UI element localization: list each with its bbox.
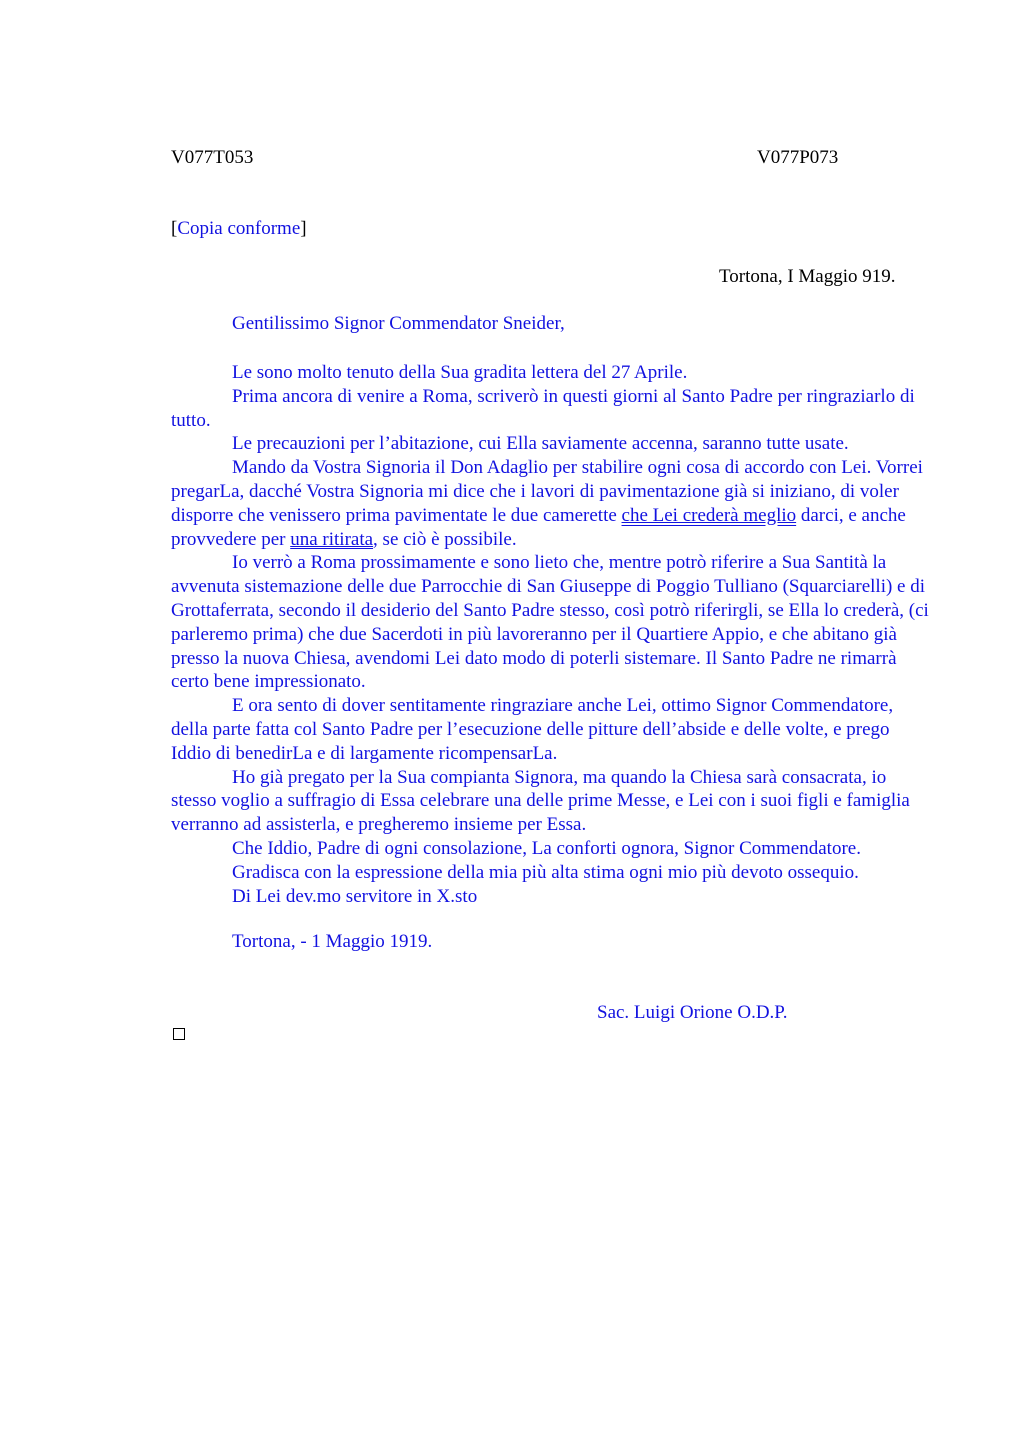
paragraph-2: Prima ancora di venire a Roma, scriverò in questi giorni al Santo Padre per ringraziarlo di tutto. [171,385,915,431]
letter-body [171,361,931,908]
letter-date-header: Tortona, I Maggio 919. [719,266,896,287]
paragraph-9: Gradisca con la espressione della mia più alta stima ogni mio più devoto ossequio. [232,861,859,883]
document-code-left: V077T053 [171,147,254,168]
paragraph-8: Che Iddio, Padre di ogni consolazione, La conforti ognora, Signor Commendatore. [232,837,861,859]
underlined-phrase-1: che Lei crederà meglio [621,504,797,526]
signature: Sac. Luigi Orione O.D.P. [597,1002,788,1023]
paragraph-10: Di Lei dev.mo servitore in X.sto [232,885,478,907]
paragraph-3: Le precauzioni per l’abitazione, cui Ella saviamente accenna, saranno tutte usate. [232,433,849,455]
paragraph-5: Io verrò a Roma prossimamente e sono lieto che, mentre potrò riferire a Sua Santità la avvenuta sistemazione delle due Parrocchie di San Giuseppe di Poggio Tulliano (Squarciarelli) e di Grottaferrata, secondo il desiderio del Santo Padre stesso, così potrò riferirgli, se Ella lo crederà, (ci parleremo prima) che due Sacerdoti in più lavoreranno per il Quartiere Appio, e che abitano già presso la nuova Chiesa, avendomi Lei dato modo di poterli sistemare. Il Santo Padre ne rimarrà certo bene impressionato. [171,552,929,693]
copy-note [171,218,307,240]
paragraph-1: Le sono molto tenuto della Sua gradita lettera del 27 Aprile. [232,362,688,383]
letter-date-footer: Tortona, - 1 Maggio 1919. [232,931,433,952]
paragraph-6: E ora sento di dover sentitamente ringraziare anche Lei, ottimo Signor Commendatore, della parte fatta col Santo Padre per l’esecuzione delle pitture dell’abside e delle volte, e prego Iddio di benedirLa e di largamente ricompensarLa. [171,695,894,764]
document-code-right: V077P073 [757,147,839,168]
end-marker-box-icon [173,1028,185,1040]
paragraph-4-part-c: , se ciò è possibile. [373,528,517,550]
paragraph-4 [171,456,931,551]
paragraph-7: Ho già pregato per la Sua compianta Signora, ma quando la Chiesa sarà consacrata, io stesso voglio a suffragio di Essa celebrare una delle prime Messe, e Lei con i suoi figli e famiglia verranno ad assisterla, e pregheremo insieme per Essa. [171,766,910,836]
paragraph-4-part-b: darci, e anche provvedere per [171,504,906,550]
copy-note-open-bracket: [ [171,218,178,239]
letter-salutation: Gentilissimo Signor Commendator Sneider, [232,313,565,334]
copy-note-label: Copia conforme [177,218,301,239]
copy-note-close-bracket: ] [300,218,307,239]
paragraph-4-part-a: Mando da Vostra Signoria il Don Adaglio per stabilire ogni cosa di accordo con Lei. Vorrei pregarLa, dacché Vostra Signoria mi dice che i lavori di pavimentazione già si iniziano, di voler disporre che venissero prima pavimentate le due camerette [171,457,923,526]
underlined-phrase-2: una ritirata [290,528,374,550]
